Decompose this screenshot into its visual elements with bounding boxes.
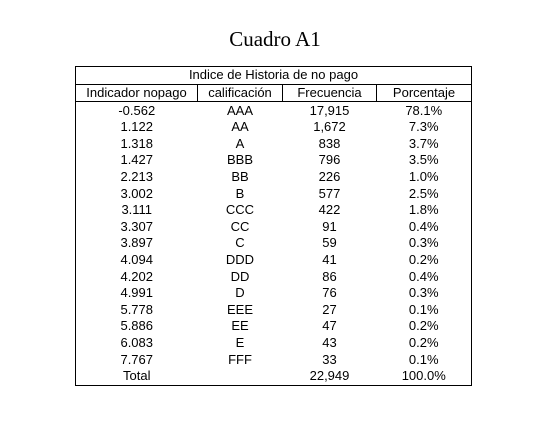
cell-porcentaje: 2.5% xyxy=(408,185,439,201)
column-header-indicador: Indicador nopago xyxy=(76,84,198,101)
cell-calificacion: B xyxy=(235,185,245,201)
cell-frecuencia: 43 xyxy=(322,334,337,350)
table-row xyxy=(76,285,472,302)
cell-calificacion: CCC xyxy=(225,202,255,218)
cell-frecuencia: 76 xyxy=(322,285,337,301)
cell-calificacion: EE xyxy=(231,318,249,334)
table-row xyxy=(76,235,472,252)
table-row xyxy=(76,219,472,236)
cell-porcentaje: 0.2% xyxy=(408,251,439,267)
cell-calificacion: EEE xyxy=(226,301,253,317)
cell-calificacion: BB xyxy=(231,168,249,184)
total-cell-indicador: Total xyxy=(123,368,151,384)
cell-indicador: 7.767 xyxy=(120,351,154,367)
cell-frecuencia: 91 xyxy=(322,218,337,234)
cell-indicador: 3.111 xyxy=(121,202,153,218)
cell-indicador: 4.202 xyxy=(120,268,154,284)
table-row xyxy=(76,352,472,369)
total-cell-frecuencia: 22,949 xyxy=(309,368,350,384)
table-row xyxy=(76,335,472,352)
cell-calificacion: AAA xyxy=(226,102,253,118)
cell-indicador: 1.318 xyxy=(120,135,154,151)
cell-porcentaje: 3.7% xyxy=(408,135,439,151)
table-row xyxy=(76,252,472,269)
cell-porcentaje: 78.1% xyxy=(405,102,443,118)
cell-frecuencia: 86 xyxy=(322,268,337,284)
cell-porcentaje: 1.8% xyxy=(408,202,439,218)
cell-calificacion: C xyxy=(235,235,245,251)
cell-calificacion: A xyxy=(235,135,245,151)
table-row xyxy=(76,136,472,153)
cell-porcentaje: 0.1% xyxy=(408,351,439,367)
cell-porcentaje: 0.3% xyxy=(408,285,439,301)
cell-porcentaje: 3.5% xyxy=(408,152,439,168)
column-header-calificacion: calificación xyxy=(198,84,283,101)
cell-indicador: 3.002 xyxy=(120,185,154,201)
table-row xyxy=(76,101,472,119)
cell-porcentaje: 0.4% xyxy=(408,268,439,284)
cell-porcentaje: 0.1% xyxy=(408,301,439,317)
cell-porcentaje: 0.4% xyxy=(408,218,439,234)
cell-indicador: 5.886 xyxy=(120,318,154,334)
total-cell-calificacion xyxy=(198,368,283,385)
total-cell-porcentaje: 100.0% xyxy=(401,368,446,384)
cell-frecuencia: 17,915 xyxy=(309,102,350,118)
cell-porcentaje: 0.2% xyxy=(408,334,439,350)
cell-frecuencia: 422 xyxy=(318,202,341,218)
cell-porcentaje: 1.0% xyxy=(408,168,439,184)
cell-calificacion: BBB xyxy=(226,152,253,168)
cell-indicador: 4.991 xyxy=(120,285,154,301)
cell-frecuencia: 33 xyxy=(322,351,337,367)
cell-frecuencia: 1,672 xyxy=(313,119,346,135)
cell-indicador: 3.307 xyxy=(120,218,154,234)
table-row xyxy=(76,169,472,186)
cell-porcentaje: 0.2% xyxy=(408,318,439,334)
table-row xyxy=(76,269,472,286)
cell-indicador: 5.778 xyxy=(120,301,154,317)
cell-calificacion: DD xyxy=(230,268,250,284)
cell-indicador: 3.897 xyxy=(120,235,154,251)
page-title: Cuadro A1 xyxy=(229,27,321,51)
cell-indicador: 4.094 xyxy=(120,251,154,267)
column-header-frecuencia: Frecuencia xyxy=(283,84,377,101)
cell-indicador: -0.562 xyxy=(118,102,156,118)
cell-calificacion: E xyxy=(235,334,245,350)
table-caption: Indice de Historia de no pago xyxy=(76,67,472,85)
cell-indicador: 1.122 xyxy=(120,119,154,135)
cell-frecuencia: 577 xyxy=(318,185,341,201)
table-row xyxy=(76,302,472,319)
cell-frecuencia: 226 xyxy=(318,168,341,184)
table-row xyxy=(76,152,472,169)
cell-calificacion: D xyxy=(235,285,245,301)
cell-frecuencia: 838 xyxy=(318,135,341,151)
cell-indicador: 1.427 xyxy=(120,152,154,168)
table-row xyxy=(76,318,472,335)
cell-frecuencia: 41 xyxy=(322,251,337,267)
column-header-porcentaje: Porcentaje xyxy=(377,84,472,101)
cell-porcentaje: 0.3% xyxy=(408,235,439,251)
cell-frecuencia: 796 xyxy=(318,152,341,168)
cell-calificacion: FFF xyxy=(228,351,252,367)
cell-calificacion: CC xyxy=(230,218,250,234)
cell-frecuencia: 59 xyxy=(322,235,337,251)
cell-indicador: 6.083 xyxy=(120,334,154,350)
cell-calificacion: AA xyxy=(231,119,249,135)
table-row xyxy=(76,119,472,136)
cell-frecuencia: 27 xyxy=(322,301,337,317)
cell-calificacion: DDD xyxy=(225,251,255,267)
data-table xyxy=(75,66,472,386)
table-body xyxy=(76,101,472,385)
cell-indicador: 2.213 xyxy=(120,168,154,184)
total-row xyxy=(76,368,472,385)
table-row xyxy=(76,186,472,203)
cell-porcentaje: 7.3% xyxy=(408,119,439,135)
cell-frecuencia: 47 xyxy=(322,318,337,334)
table-row xyxy=(76,202,472,219)
